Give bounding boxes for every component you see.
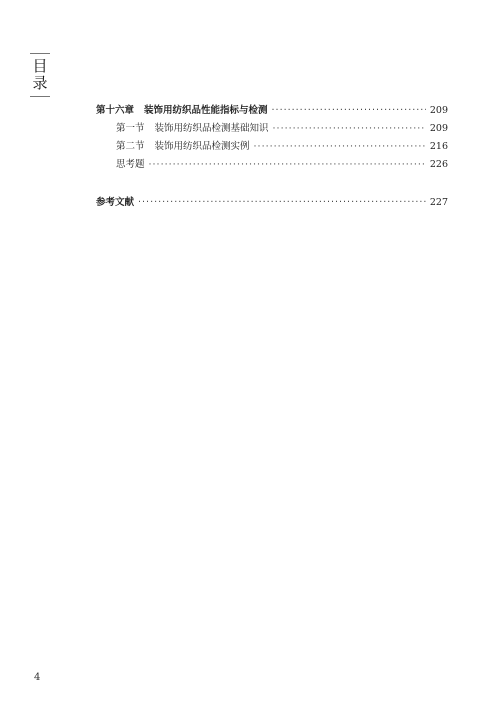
toc-entry-number: 第一节	[116, 123, 145, 134]
toc-entry-section-1[interactable]	[96, 120, 448, 138]
toc-heading-char-1: 目	[32, 57, 48, 75]
toc-entry-page: 227	[429, 197, 448, 208]
toc-entry-title: 装饰用纺织品检测实例	[154, 141, 250, 152]
toc-leader-dots	[272, 102, 426, 120]
toc-heading	[30, 53, 50, 97]
toc-entry-page: 226	[429, 159, 448, 170]
toc-leader-dots	[149, 156, 426, 174]
toc-entry-title: 参考文献	[96, 197, 135, 208]
toc-entry-title: 装饰用纺织品检测基础知识	[154, 123, 269, 134]
toc-entry-title: 思考题	[116, 159, 145, 170]
toc-leader-dots	[138, 194, 426, 212]
toc-entry-number: 第十六章	[96, 105, 135, 116]
toc-entry-exercises[interactable]	[96, 156, 448, 174]
table-of-contents	[96, 102, 448, 212]
page-number: 4	[34, 672, 41, 683]
toc-leader-dots	[254, 138, 426, 156]
toc-leader-dots	[273, 120, 426, 138]
toc-entry-chapter-16[interactable]	[96, 102, 448, 120]
toc-heading-char-2: 录	[32, 74, 48, 92]
toc-entry-title: 装饰用纺织品性能指标与检测	[144, 105, 268, 116]
toc-entry-page: 216	[429, 141, 448, 152]
toc-entry-section-2[interactable]	[96, 138, 448, 156]
toc-spacer	[96, 174, 448, 194]
toc-entry-number: 第二节	[116, 141, 145, 152]
toc-entry-page: 209	[429, 105, 448, 116]
toc-entry-references[interactable]	[96, 194, 448, 212]
toc-entry-page: 209	[429, 123, 448, 134]
